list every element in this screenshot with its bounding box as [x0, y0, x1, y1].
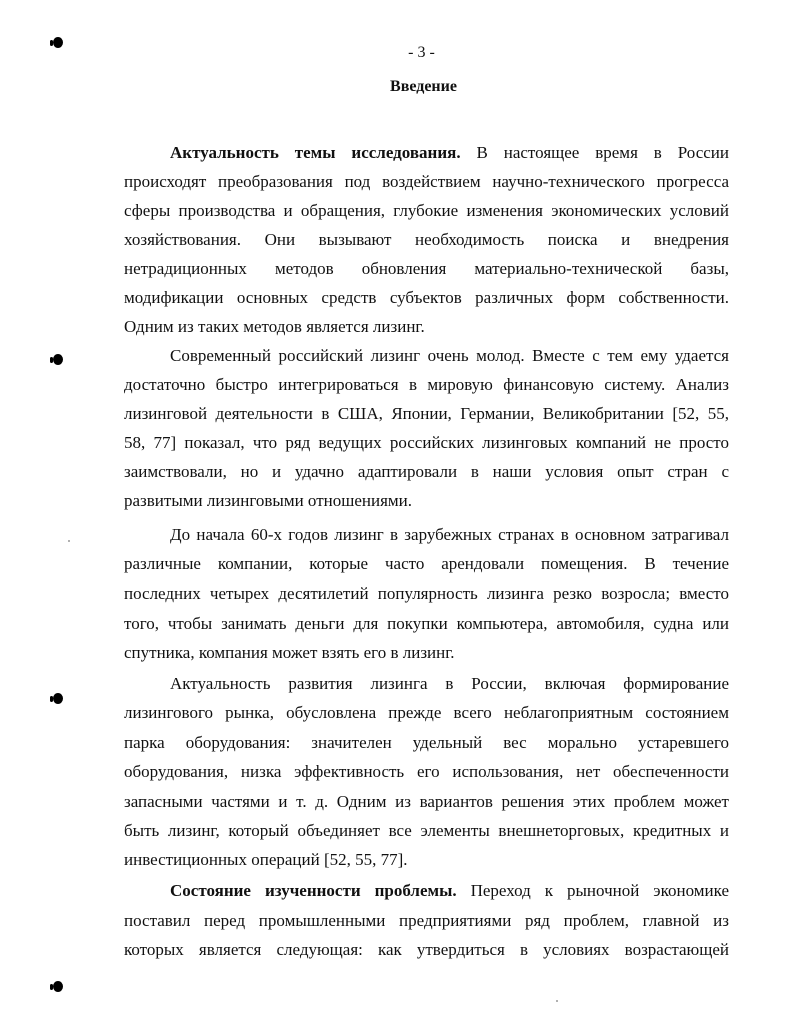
paragraph-line: Одним из таких методов является лизинг. — [124, 317, 425, 336]
paragraph-line: Актуальность темы исследования. В настоящее время в России — [170, 143, 729, 162]
paragraph-line: Состояние изученности проблемы. Переход к рыночной экономике — [170, 881, 729, 900]
paragraph-line: Современный российский лизинг очень молод. Вместе с тем ему удается — [170, 346, 729, 365]
paragraph-line: Актуальность развития лизинга в России, включая формирование — [170, 674, 729, 693]
page-number: - 3 - — [408, 44, 435, 61]
paragraph-line: парка оборудования: значителен удельный вес морально устаревшего — [124, 733, 729, 752]
page-title: Введение — [390, 78, 457, 95]
paragraph-line: развитыми лизинговыми отношениями. — [124, 491, 412, 510]
paragraph-line: инвестиционных операций [52, 55, 77]. — [124, 850, 408, 869]
paragraph-line: запасными частями и т. д. Одним из вариантов решения этих проблем может — [124, 792, 729, 811]
paragraph-line: заимствовали, но и удачно адаптировали в наши условия опыт стран с — [124, 462, 729, 481]
bold-lead: Состояние изученности проблемы. — [170, 881, 457, 900]
paragraph-line: лизинговой деятельности в США, Японии, Германии, Великобритании [52, 55, — [124, 404, 729, 423]
paragraph-line: оборудования, низка эффективность его использования, нет обеспеченности — [124, 762, 729, 781]
punch-hole-mark — [53, 354, 63, 365]
paragraph-line: последних четырех десятилетий популярность лизинга резко возросла; вместо — [124, 584, 729, 603]
paragraph-line: До начала 60-х годов лизинг в зарубежных странах в основном затрагивал — [170, 525, 729, 544]
paragraph-line: поставил перед промышленными предприятиями ряд проблем, главной из — [124, 911, 729, 930]
paragraph-line: лизингового рынка, обусловлена прежде всего неблагоприятным состоянием — [124, 703, 729, 722]
paragraph-line: быть лизинг, который объединяет все элементы внешнеторговых, кредитных и — [124, 821, 729, 840]
scan-speck — [556, 1000, 558, 1002]
scan-speck — [68, 540, 70, 542]
paragraph-line: достаточно быстро интегрироваться в мировую финансовую систему. Анализ — [124, 375, 729, 394]
paragraph-line: того, чтобы занимать деньги для покупки компьютера, автомобиля, судна или — [124, 614, 729, 633]
paragraph-line: хозяйствования. Они вызывают необходимость поиска и внедрения — [124, 230, 729, 249]
paragraph-line: модификации основных средств субъектов различных форм собственности. — [124, 288, 729, 307]
punch-hole-mark — [53, 693, 63, 704]
paragraph-line: 58, 77] показал, что ряд ведущих российских лизинговых компаний не просто — [124, 433, 729, 452]
paragraph-line: сферы производства и обращения, глубокие изменения экономических условий — [124, 201, 729, 220]
bold-lead: Актуальность темы исследования. — [170, 143, 461, 162]
paragraph-line: нетрадиционных методов обновления материально-технической базы, — [124, 259, 729, 278]
paragraph-line: которых является следующая: как утвердиться в условиях возрастающей — [124, 940, 729, 959]
paragraph-line: различные компании, которые часто арендовали помещения. В течение — [124, 554, 729, 573]
punch-hole-mark — [53, 981, 63, 992]
paragraph-line: спутника, компания может взять его в лизинг. — [124, 643, 455, 662]
paragraph-line: происходят преобразования под воздействием научно-технического прогресса — [124, 172, 729, 191]
